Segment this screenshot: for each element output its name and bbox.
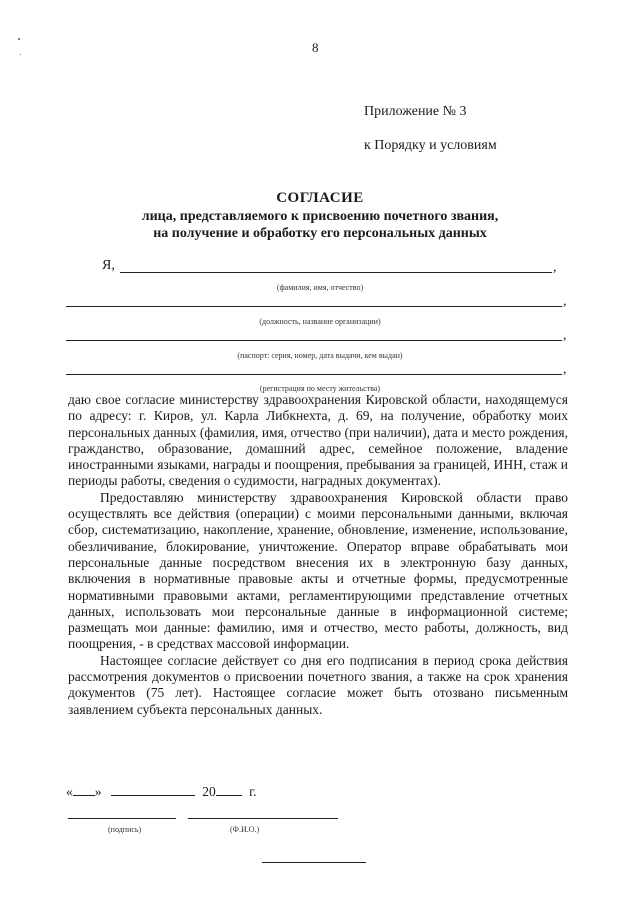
consent-paragraph-2: Предоставляю министерству здравоохранения Кировской области право осуществлять все действия (операции) с моими персональными данными, включая сбор, систематизацию, накопление, хранение, обновление, изменение, использование, обезличивание, блокирование, уничтожение. Оператор вправе обрабатывать мои персональные данные посредством внесения их в электронную базу данных, включения в нормативные правовые акты и отчетные формы, предусмотренные нормативными правовыми актами, регламентирующими представление отчетных данных, использовать мои персональные данные в информационной системе; размещать мои данные: фамилию, имя и отчество, место работы, должность, вид поощрения, - в средствах массовой информации. xyxy=(68,489,568,652)
ya-label: Я, xyxy=(102,258,115,273)
month-blank[interactable] xyxy=(111,783,195,796)
day-blank[interactable] xyxy=(73,783,95,796)
page-number: 8 xyxy=(312,40,319,55)
appendix-reference: к Порядку и условиям xyxy=(364,138,497,153)
comma: , xyxy=(563,362,567,377)
passport-fill-line[interactable] xyxy=(66,340,562,341)
scan-speck xyxy=(18,38,20,40)
year-blank[interactable] xyxy=(216,783,242,796)
comma: , xyxy=(553,260,557,275)
hint-position: (должность, название организации) xyxy=(259,317,381,326)
consent-paragraph-3: Настоящее согласие действует со дня его подписания в период срока действия рассмотрения документов о присвоении почетного звания, а также на срок хранения документов (75 лет). Настоящее согласие может быть отозвано письменным заявлением субъекта персональных данных. xyxy=(68,652,568,717)
document-subtitle-line-2: на получение и обработку его персональных данных xyxy=(153,226,487,241)
fio-fill-line[interactable] xyxy=(188,818,338,819)
document-subtitle-line-1: лица, представляемого к присвоению почетного звания, xyxy=(141,209,499,224)
year-suffix: г. xyxy=(249,784,257,799)
date-line xyxy=(66,783,257,800)
document-title: СОГЛАСИЕ xyxy=(276,190,364,206)
consent-paragraph-1: даю свое согласие министерству здравоохранения Кировской области, находящемуся по адресу: г. Киров, ул. Карла Либкнехта, д. 69, на получение, обработку моих персональных данных (фамилия, имя, отчество (при наличии), дата и место рождения, гражданство, образование, домашний адрес, семейное положение, владение иностранными языками, награды и поощрения, пребывания за границей, ИНН, стаж и периоды работы, сведения о судимости, наградных документах). xyxy=(68,392,568,489)
hint-registration: (регистрация по месту жительства) xyxy=(259,384,381,393)
quote-open: « xyxy=(66,784,73,799)
hint-signature: (подпись) xyxy=(108,825,142,834)
comma: , xyxy=(563,328,567,343)
hint-name: (фамилия, имя, отчество) xyxy=(276,283,364,292)
year-prefix: 20 xyxy=(202,784,216,799)
closing-rule xyxy=(262,862,366,863)
name-fill-line[interactable] xyxy=(120,272,552,273)
comma: , xyxy=(563,294,567,309)
registration-fill-line[interactable] xyxy=(66,374,562,375)
hint-fio: (Ф.И.О.) xyxy=(230,825,260,834)
scan-speck xyxy=(20,54,21,55)
appendix-number: Приложение № 3 xyxy=(364,104,467,119)
consent-body xyxy=(68,392,568,718)
hint-passport: (паспорт: серия, номер, дата выдачи, кем выдан) xyxy=(237,351,403,360)
quote-close: » xyxy=(94,784,102,799)
position-fill-line[interactable] xyxy=(66,306,562,307)
signature-fill-line[interactable] xyxy=(68,818,176,819)
